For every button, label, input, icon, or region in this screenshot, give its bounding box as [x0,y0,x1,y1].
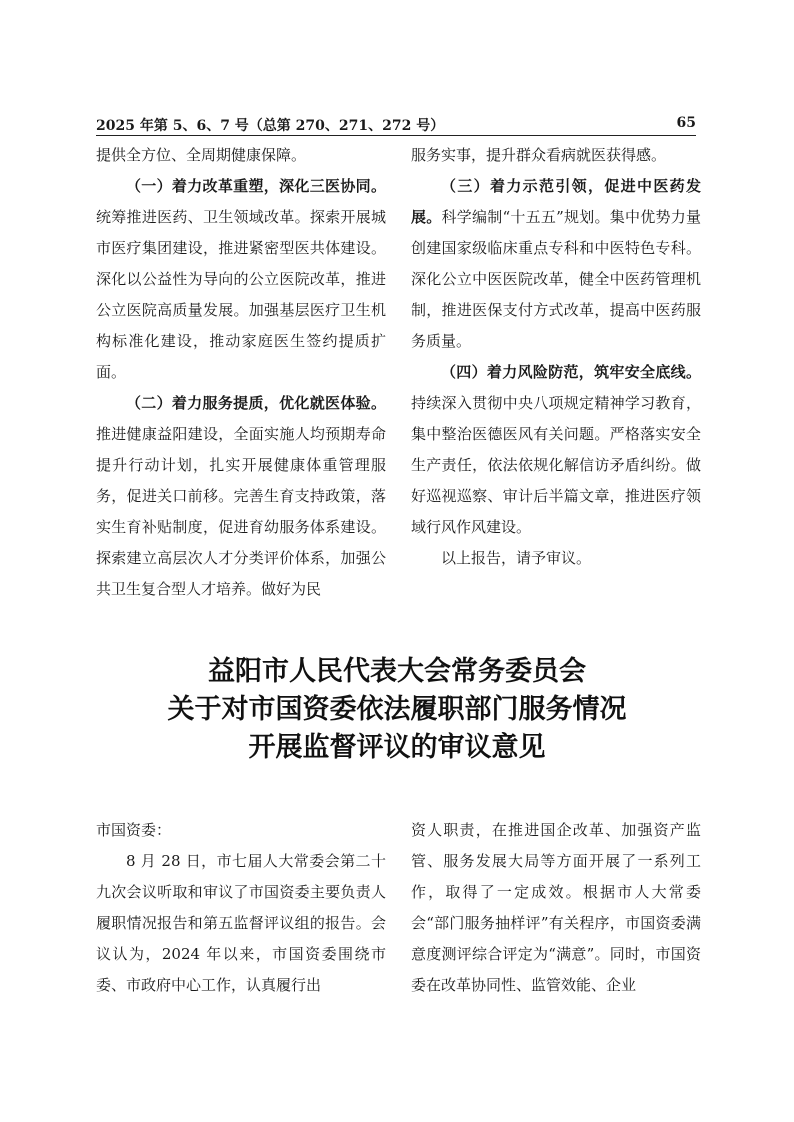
header-rule [96,135,696,136]
subheading: （二）着力服务提质，优化就医体验。 [126,394,386,412]
subheading: （三）着力示范引领，促进中医药发展。 [411,177,701,226]
title-line: 益阳市人民代表大会常务委员会 [208,656,586,687]
paragraph: 提供全方位、全周期健康保障。 [96,146,307,164]
title-line: 开展监督评议的审议意见 [248,732,546,763]
paragraph-text: 科学编制“十五五”规划。集中优势力量创建国家级临床重点专科和中医特色专科。深化公立中医医院改革，健全中医药管理机制，推进医保支付方式改革，提高中医药服务质量。 [411,208,701,350]
paragraph-text: 统筹推进医药、卫生领域改革。探索开展城市医疗集团建设，推进紧密型医共体建设。深化以公益性为导向的公立医院改革，推进公立医院高质量发展。加强基层医疗卫生机构标准化建设，推动家庭医生签约提质扩面。 [96,208,386,381]
paragraph-text: 持续深入贯彻中央八项规定精神学习教育，集中整治医德医风有关问题。严格落实安全生产责任，依法依规化解信访矛盾纠纷。做好巡视巡察、审计后半篇文章，推进医疗领域行风作风建设。 [411,394,701,536]
title-line: 关于对市国资委依法履职部门服务情况 [167,694,627,725]
issue-info: 2025 年第 5、6、7 号（总第 270、271、272 号） [96,118,445,134]
paragraph [411,357,701,543]
subheading: （一）着力改革重塑，深化三医协同。 [126,177,386,195]
page-header [96,115,696,137]
document-title [60,653,734,767]
paragraph: 服务实事，提升群众看病就医获得感。 [411,146,667,164]
paragraph: 资人职责，在推进国企改革、加强资产监管、服务发展大局等方面开展了一系列工作，取得了一定成效。根据市人大常委会“部门服务抽样评”有关程序，市国资委满意度测评综合评定为“满意”。同时，市国资委在改革协同性、监管效能、企业 [411,821,701,994]
bottom-left-column [96,815,386,1001]
bottom-right-column [411,815,701,1001]
paragraph: 8 月 28 日，市七届人大常委会第二十九次会议听取和审议了市国资委主要负责人履职情况报告和第五监督评议组的报告。会议认为，2024 年以来，市国资委围绕市委、市政府中心工作，认真履行出 [96,852,386,994]
top-left-column [96,140,386,605]
paragraph [96,388,386,605]
paragraph [96,171,386,388]
top-right-column [411,140,701,574]
salutation: 市国资委： [96,821,172,839]
page-number: 65 [676,115,696,131]
paragraph [411,171,701,357]
subheading: （四）着力风险防范，筑牢安全底线。 [441,363,701,381]
closing-line: 以上报告，请予审议。 [441,549,592,567]
paragraph-text: 推进健康益阳建设，全面实施人均预期寿命提升行动计划，扎实开展健康体重管理服务，促进关口前移。完善生育支持政策，落实生育补贴制度，促进育幼服务体系建设。探索建立高层次人才分类评价体系，加强公共卫生复合型人才培养。做好为民 [96,425,386,598]
